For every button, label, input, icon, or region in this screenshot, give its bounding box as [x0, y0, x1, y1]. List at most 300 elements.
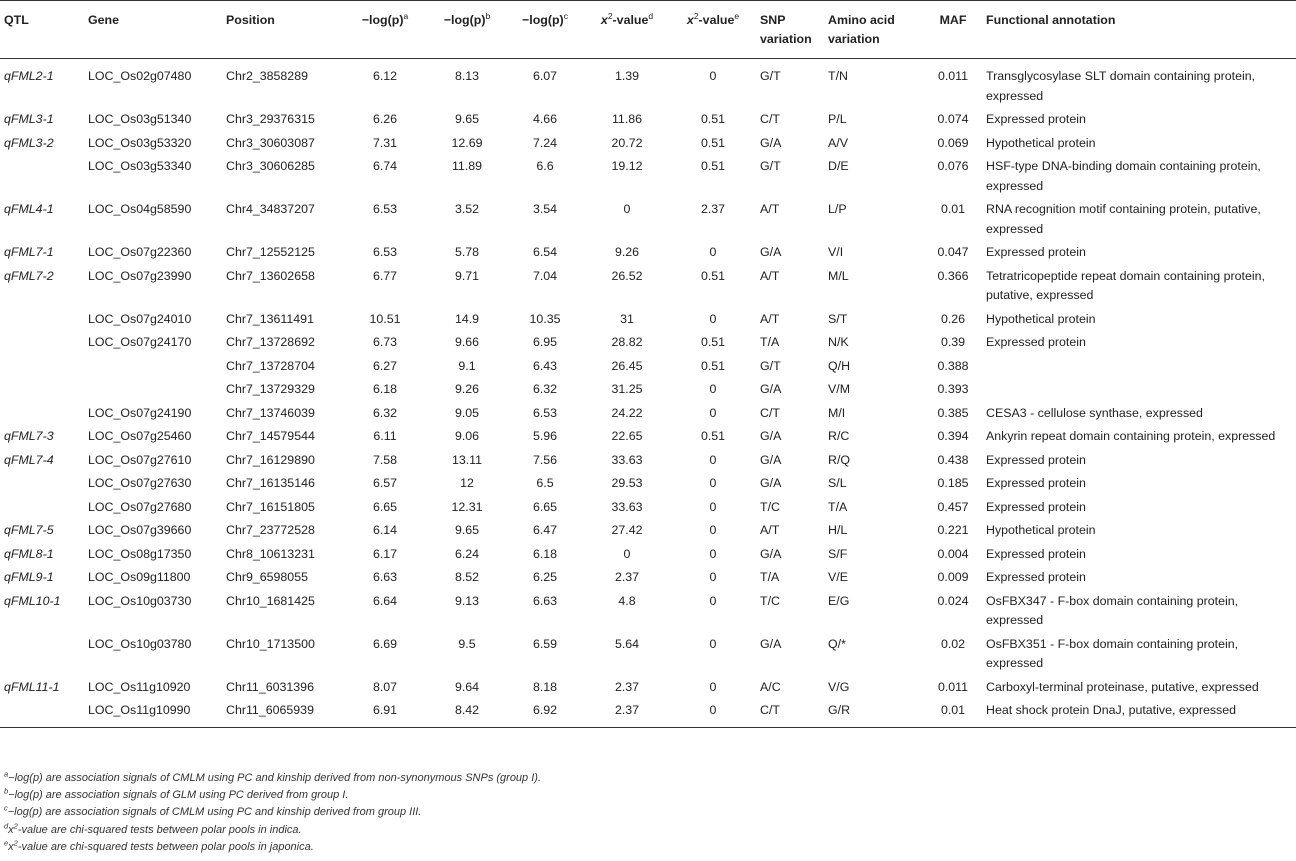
cell-log-p-a: 6.57: [372, 476, 398, 490]
cell-qtl: [0, 155, 84, 198]
cell-x2-e: 0.51: [700, 112, 726, 126]
header-snp: [756, 1, 824, 59]
cell-maf: 0.457: [937, 499, 969, 514]
cell-log-p-c: 10.35: [529, 311, 561, 326]
header-qtl-label: QTL: [4, 13, 29, 27]
cell-snp: C/T: [760, 112, 780, 126]
table-row: [0, 59, 1296, 109]
cell-maf: 0.01: [924, 699, 982, 727]
cell-x2-e: 0: [709, 636, 717, 651]
cell-snp: G/A: [760, 452, 782, 467]
table-row: [0, 241, 1296, 265]
table-row: [0, 331, 1296, 355]
cell-x2-d: 22.65: [611, 429, 643, 443]
cell-position: Chr7_13611491: [226, 311, 314, 326]
cell-x2-d: 5.64: [614, 636, 640, 651]
cell-log-p-b: 9.05: [454, 405, 480, 420]
cell-x2-d: 26.52: [611, 268, 643, 283]
cell-log-p-a: 6.26: [372, 112, 398, 126]
cell-amino-acid: Q/*: [828, 636, 846, 651]
cell-log-p-a: 6.73: [372, 335, 398, 349]
cell-log-p-b: 11.89: [451, 159, 483, 173]
cell-log-p-c: 7.24: [532, 135, 558, 150]
cell-log-p-a: 6.74: [372, 159, 398, 173]
cell-gene: LOC_Os07g27630: [88, 476, 192, 490]
cell-functional-annotation: Carboxyl-terminal proteinase, putative, expressed: [986, 679, 1259, 694]
cell-position: Chr9_6598055: [226, 570, 308, 584]
header-row: [0, 1, 1296, 59]
cell-amino-acid: R/Q: [828, 452, 851, 467]
cell-functional-annotation: OsFBX351 - F-box domain containing protein, expressed: [986, 636, 1239, 670]
cell-position: Chr2_3858289: [226, 69, 308, 83]
table-row: [0, 425, 1296, 449]
cell-log-p-b: 9.13: [454, 593, 480, 608]
cell-log-p-c: 3.54: [532, 202, 558, 216]
cell-amino-acid: R/C: [828, 429, 850, 443]
cell-log-p-a: 6.63: [372, 570, 398, 584]
cell-x2-d: 11.86: [611, 112, 643, 126]
cell-x2-d: 1.39: [614, 69, 640, 83]
footnote-marker-d: d: [648, 10, 654, 21]
cell-qtl: [0, 308, 84, 332]
cell-x2-d: 9.26: [614, 245, 640, 259]
header-x2-e-exponent: 2: [693, 10, 699, 21]
cell-gene: [84, 355, 222, 379]
cell-log-p-b: 14.9: [454, 311, 480, 326]
cell-qtl: qFML3-1: [4, 112, 54, 126]
cell-snp: A/C: [760, 679, 781, 694]
cell-log-p-a: 7.58: [372, 452, 398, 467]
cell-log-p-b: 12.69: [451, 135, 483, 150]
cell-functional-annotation: Hypothetical protein: [986, 523, 1096, 537]
cell-position: Chr7_23772528: [226, 523, 315, 537]
cell-gene: LOC_Os07g27610: [88, 452, 192, 467]
cell-x2-e: 0: [709, 311, 717, 326]
cell-snp: G/A: [760, 636, 782, 651]
footnote-text: −log(p) are association signals of CMLM using PC and kinship derived from non-synonymous SNPs (group I).: [8, 772, 542, 784]
cell-amino-acid: T/A: [828, 499, 848, 514]
cell-functional-annotation: Transglycosylase SLT domain containing protein, expressed: [986, 69, 1256, 103]
cell-gene: LOC_Os04g58590: [88, 202, 192, 216]
table-row: [0, 402, 1296, 426]
cell-snp: G/T: [760, 358, 781, 373]
cell-log-p-a: 6.69: [372, 636, 398, 651]
header-position-label: Position: [226, 13, 275, 27]
cell-log-p-c: 6.43: [532, 358, 558, 373]
cell-maf: 0.438: [937, 452, 969, 467]
footnote-text: −log(p) are association signals of CMLM using PC and kinship derived from group III.: [7, 806, 422, 819]
cell-log-p-b: 9.64: [454, 679, 480, 694]
cell-gene: LOC_Os07g22360: [88, 245, 192, 259]
cell-log-p-b: 8.52: [454, 570, 480, 584]
cell-gene: LOC_Os07g27680: [88, 499, 192, 514]
cell-position: Chr11_6031396: [226, 679, 314, 694]
cell-log-p-a: 6.18: [372, 382, 398, 396]
cell-maf: 0.074: [937, 112, 969, 126]
cell-log-p-b: 9.26: [454, 382, 480, 396]
cell-x2-e: 0: [709, 69, 717, 83]
cell-maf: 0.366: [937, 268, 969, 283]
cell-snp: G/A: [760, 382, 782, 396]
header-maf: [924, 1, 982, 59]
cell-x2-e: 0: [709, 405, 717, 420]
header-amino-label: Amino acid variation: [828, 13, 895, 46]
cell-position: Chr3_29376315: [226, 112, 315, 126]
cell-x2-d: 4.8: [618, 593, 636, 608]
cell-amino-acid: S/L: [828, 476, 847, 490]
cell-log-p-b: 9.66: [454, 335, 480, 349]
cell-x2-e: 0: [709, 679, 717, 694]
cell-x2-d: 28.82: [611, 335, 643, 349]
cell-log-p-b: 13.11: [451, 452, 483, 467]
cell-position: Chr7_13746039: [226, 405, 315, 420]
cell-maf: 0.393: [937, 382, 969, 396]
cell-functional-annotation: Expressed protein: [986, 546, 1086, 561]
cell-log-p-a: 6.11: [373, 429, 397, 443]
cell-gene: LOC_Os11g10920: [88, 679, 191, 694]
cell-log-p-b: 5.78: [454, 245, 480, 259]
cell-qtl: [0, 472, 84, 496]
header-gene: [84, 1, 222, 59]
table-row: [0, 633, 1296, 676]
footnote-symbol: x: [8, 823, 14, 836]
cell-maf: 0.385: [937, 405, 969, 420]
cell-log-p-c: 6.53: [532, 405, 558, 420]
cell-gene: LOC_Os07g23990: [88, 268, 192, 283]
cell-log-p-b: 9.5: [458, 636, 476, 651]
cell-x2-e: 0.51: [700, 335, 726, 349]
cell-log-p-c: 7.56: [532, 452, 558, 467]
table-row: [0, 155, 1296, 198]
cell-snp: G/A: [760, 476, 782, 490]
cell-snp: A/T: [760, 523, 780, 537]
table-row: [0, 543, 1296, 567]
cell-qtl: qFML3-2: [4, 135, 54, 150]
cell-gene: LOC_Os03g51340: [88, 112, 192, 126]
cell-qtl: qFML7-2: [4, 268, 54, 283]
cell-amino-acid: E/G: [828, 593, 850, 608]
cell-x2-d: 0: [623, 202, 631, 216]
cell-snp: C/T: [756, 699, 824, 727]
cell-position: Chr7_13728692: [226, 335, 315, 349]
cell-maf: 0.047: [937, 245, 969, 259]
cell-amino-acid: S/F: [828, 546, 848, 561]
cell-amino-acid: V/E: [828, 570, 848, 584]
header-x2-e-symbol: x: [686, 13, 694, 27]
cell-gene: LOC_Os07g39660: [88, 523, 192, 537]
table-header: [0, 1, 1296, 59]
cell-log-p-c: 6.6: [536, 159, 554, 173]
cell-log-p-c: 6.32: [532, 382, 558, 396]
cell-amino-acid: S/T: [828, 311, 848, 326]
footnote-marker-c: c: [563, 10, 568, 21]
cell-log-p-c: 4.66: [532, 112, 558, 126]
cell-snp: G/A: [760, 429, 782, 443]
cell-position: Chr11_6065939: [222, 699, 342, 727]
cell-x2-d: 33.63: [611, 452, 643, 467]
cell-log-p-c: 6.95: [532, 335, 558, 349]
cell-x2-d: 2.37: [614, 570, 640, 584]
cell-functional-annotation: Hypothetical protein: [986, 311, 1096, 326]
cell-functional-annotation: [982, 355, 1296, 379]
cell-qtl: qFML2-1: [4, 69, 54, 83]
table-row: [0, 496, 1296, 520]
cell-log-p-a: 6.27: [372, 358, 398, 373]
footnote-mark: d: [4, 820, 9, 830]
cell-functional-annotation: Hypothetical protein: [986, 135, 1096, 150]
cell-x2-e: 0: [709, 499, 717, 514]
cell-snp: A/T: [760, 311, 780, 326]
table-row: [0, 699, 1296, 727]
cell-x2-d: 2.37: [614, 679, 640, 694]
cell-log-p-c: 6.47: [532, 523, 558, 537]
cell-x2-e: 0: [709, 452, 717, 467]
cell-log-p-b: 3.52: [454, 202, 480, 216]
cell-qtl: [0, 378, 84, 402]
cell-functional-annotation: Expressed protein: [986, 245, 1086, 259]
header-log-p-c: [506, 1, 584, 59]
cell-gene: LOC_Os09g11800: [88, 570, 191, 584]
cell-gene: LOC_Os03g53320: [88, 135, 192, 150]
cell-snp: T/A: [760, 335, 780, 349]
header-log-p-b: [428, 1, 506, 59]
cell-position: Chr7_16129890: [226, 452, 315, 467]
cell-log-p-b: 6.24: [454, 546, 480, 561]
cell-x2-e: 0.51: [700, 268, 726, 283]
cell-log-p-c: 6.63: [532, 593, 558, 608]
table-body: [0, 59, 1296, 728]
cell-position: Chr7_12552125: [226, 245, 315, 259]
cell-log-p-c: 5.96: [532, 429, 558, 443]
table-row: [0, 590, 1296, 633]
cell-maf: 0.076: [937, 159, 969, 173]
cell-position: Chr3_30603087: [226, 135, 315, 150]
header-gene-label: Gene: [88, 13, 119, 27]
cell-log-p-a: 6.12: [372, 69, 398, 83]
cell-qtl: [0, 331, 84, 355]
cell-snp: G/T: [760, 159, 781, 173]
footnote-mark: c: [4, 803, 8, 813]
cell-log-p-a: 6.14: [372, 523, 398, 537]
cell-functional-annotation: Expressed protein: [986, 499, 1086, 514]
header-log-p-a-label: −log(p): [361, 13, 404, 27]
cell-functional-annotation: Heat shock protein DnaJ, putative, expressed: [982, 699, 1296, 727]
table-footnotes: [4, 770, 541, 856]
header-func-label: Functional annotation: [986, 13, 1116, 27]
footnote-marker-b: b: [485, 10, 491, 21]
cell-log-p-a: 6.53: [372, 245, 398, 259]
footnote-exponent: 2: [13, 820, 18, 830]
cell-x2-e: 0: [709, 523, 717, 537]
cell-log-p-a: 6.64: [372, 593, 398, 608]
cell-qtl: qFML4-1: [4, 202, 54, 216]
cell-qtl: qFML9-1: [4, 570, 54, 584]
cell-snp: A/T: [760, 268, 780, 283]
cell-log-p-b: 8.13: [454, 69, 480, 83]
cell-log-p-a: 6.53: [372, 202, 398, 216]
cell-x2-e: 0.51: [700, 159, 726, 173]
cell-functional-annotation: Expressed protein: [986, 112, 1086, 126]
cell-log-p-a: 8.07: [372, 679, 398, 694]
header-x2-e-label: -value: [698, 13, 735, 27]
cell-snp: T/C: [760, 593, 780, 608]
cell-amino-acid: V/I: [828, 245, 844, 259]
cell-log-p-c: 6.07: [532, 69, 558, 83]
cell-qtl: [0, 496, 84, 520]
cell-x2-e: 0: [709, 570, 717, 584]
cell-functional-annotation: RNA recognition motif containing protein, putative, expressed: [986, 202, 1261, 236]
cell-log-p-c: 6.59: [532, 636, 558, 651]
cell-position: Chr7_16151805: [226, 499, 315, 514]
cell-gene: LOC_Os08g17350: [88, 546, 192, 561]
table-row: [0, 519, 1296, 543]
cell-position: Chr7_14579544: [226, 429, 315, 443]
cell-gene: [84, 378, 222, 402]
cell-qtl: qFML8-1: [4, 546, 54, 561]
cell-functional-annotation: Expressed protein: [986, 452, 1086, 467]
footnote: [4, 822, 541, 839]
cell-x2-e: 0: [709, 546, 717, 561]
cell-maf: 0.011: [937, 69, 969, 83]
cell-qtl: [0, 402, 84, 426]
cell-amino-acid: N/K: [828, 335, 849, 349]
cell-x2-d: 0: [623, 546, 631, 561]
cell-x2-e: 0.51: [700, 429, 726, 443]
cell-qtl: [0, 633, 84, 676]
cell-x2-e: 0: [709, 245, 717, 259]
footnote: [4, 770, 541, 787]
header-position: [222, 1, 342, 59]
cell-amino-acid: A/V: [828, 135, 848, 150]
cell-gene: LOC_Os07g24190: [88, 405, 192, 420]
cell-maf: 0.185: [937, 476, 969, 490]
cell-x2-e: 0: [709, 476, 717, 490]
header-amino: [824, 1, 924, 59]
footnote: [4, 787, 541, 804]
table-row: [0, 355, 1296, 379]
cell-snp: G/A: [760, 245, 782, 259]
cell-snp: T/C: [760, 499, 780, 514]
cell-x2-d: 29.53: [611, 476, 643, 490]
cell-gene: LOC_Os10g03780: [88, 636, 192, 651]
cell-log-p-b: 9.1: [458, 358, 476, 373]
cell-amino-acid: V/G: [828, 679, 850, 694]
footnote-text: −log(p) are association signals of GLM using PC derived from group I.: [8, 789, 349, 802]
cell-functional-annotation: [982, 378, 1296, 402]
footnote-exponent: 2: [13, 838, 18, 848]
cell-log-p-a: 6.32: [372, 405, 398, 420]
header-log-p-b-label: −log(p): [443, 13, 486, 27]
cell-functional-annotation: CESA3 - cellulose synthase, expressed: [986, 405, 1203, 420]
cell-snp: G/A: [760, 135, 782, 150]
cell-position: Chr7_16135146: [226, 476, 315, 490]
cell-x2-d: 24.22: [611, 405, 643, 420]
header-maf-label: MAF: [939, 13, 967, 27]
cell-maf: 0.394: [937, 429, 969, 443]
cell-log-p-c: 6.25: [532, 570, 558, 584]
cell-x2-d: 20.72: [611, 135, 643, 150]
cell-maf: 0.221: [937, 523, 969, 537]
cell-amino-acid: H/L: [828, 523, 848, 537]
cell-snp: A/T: [760, 202, 780, 216]
cell-gene: LOC_Os10g03730: [88, 593, 192, 608]
cell-log-p-c: 6.65: [532, 499, 558, 514]
header-x2-e: [670, 1, 756, 59]
cell-x2-d: 27.42: [611, 523, 643, 537]
footnote: [4, 804, 541, 821]
cell-log-p-b: 9.06: [454, 429, 480, 443]
footnote-mark: a: [4, 769, 9, 779]
cell-x2-d: 26.45: [611, 358, 643, 373]
cell-position: Chr3_30606285: [226, 159, 315, 173]
cell-gene: LOC_Os07g24010: [88, 311, 192, 326]
cell-position: Chr7_13728704: [226, 358, 315, 373]
cell-position: Chr7_13602658: [226, 268, 315, 283]
cell-functional-annotation: Expressed protein: [986, 476, 1086, 490]
cell-log-p-c: 6.5: [536, 476, 554, 490]
cell-qtl: qFML7-5: [4, 523, 54, 537]
cell-qtl: qFML7-3: [4, 429, 54, 443]
cell-amino-acid: D/E: [828, 159, 849, 173]
header-log-p-a: [342, 1, 428, 59]
cell-qtl: qFML10-1: [4, 593, 61, 608]
footnote-marker-e: e: [734, 10, 740, 21]
table-row: [0, 472, 1296, 496]
cell-x2-d: 19.12: [611, 159, 643, 173]
cell-gene: LOC_Os07g25460: [88, 429, 192, 443]
cell-x2-e: 2.37: [700, 202, 726, 216]
cell-maf: 0.011: [937, 679, 969, 694]
cell-log-p-b: 9.71: [454, 268, 480, 283]
cell-gene: LOC_Os03g53340: [88, 159, 192, 173]
table-row: [0, 132, 1296, 156]
cell-snp: G/T: [760, 69, 781, 83]
cell-functional-annotation: Expressed protein: [986, 570, 1086, 584]
cell-position: Chr10_1681425: [226, 593, 315, 608]
cell-snp: C/T: [760, 405, 780, 420]
cell-position: Chr10_1713500: [226, 636, 315, 651]
cell-log-p-a: 10.51: [369, 311, 401, 326]
cell-maf: 0.069: [937, 135, 969, 150]
cell-amino-acid: L/P: [828, 202, 847, 216]
cell-amino-acid: P/L: [828, 112, 847, 126]
footnote-text: -value are chi-squared tests between polar pools in japonica.: [17, 840, 314, 853]
cell-x2-e: 0: [709, 382, 717, 396]
header-func: [982, 1, 1296, 59]
cell-maf: 0.388: [937, 358, 969, 373]
cell-x2-d: 2.37: [584, 699, 670, 727]
cell-maf: 0.39: [940, 335, 966, 349]
table-row: [0, 676, 1296, 700]
cell-position: Chr4_34837207: [226, 202, 315, 216]
table-row: [0, 198, 1296, 241]
table-row: [0, 566, 1296, 590]
table-row: [0, 378, 1296, 402]
cell-qtl: qFML7-4: [4, 452, 54, 467]
cell-log-p-a: 6.77: [372, 268, 398, 283]
cell-log-p-c: 8.18: [532, 679, 558, 694]
cell-log-p-b: 9.65: [454, 112, 480, 126]
footnote: [4, 839, 541, 856]
cell-x2-e: 0: [670, 699, 756, 727]
header-x2-d-exponent: 2: [607, 10, 613, 21]
footnote-mark: b: [4, 786, 9, 796]
cell-log-p-b: 12: [460, 476, 474, 490]
cell-log-p-c: 7.04: [532, 268, 558, 283]
cell-gene: LOC_Os11g10990: [84, 699, 222, 727]
cell-functional-annotation: Expressed protein: [986, 335, 1086, 349]
cell-snp: T/A: [760, 570, 780, 584]
